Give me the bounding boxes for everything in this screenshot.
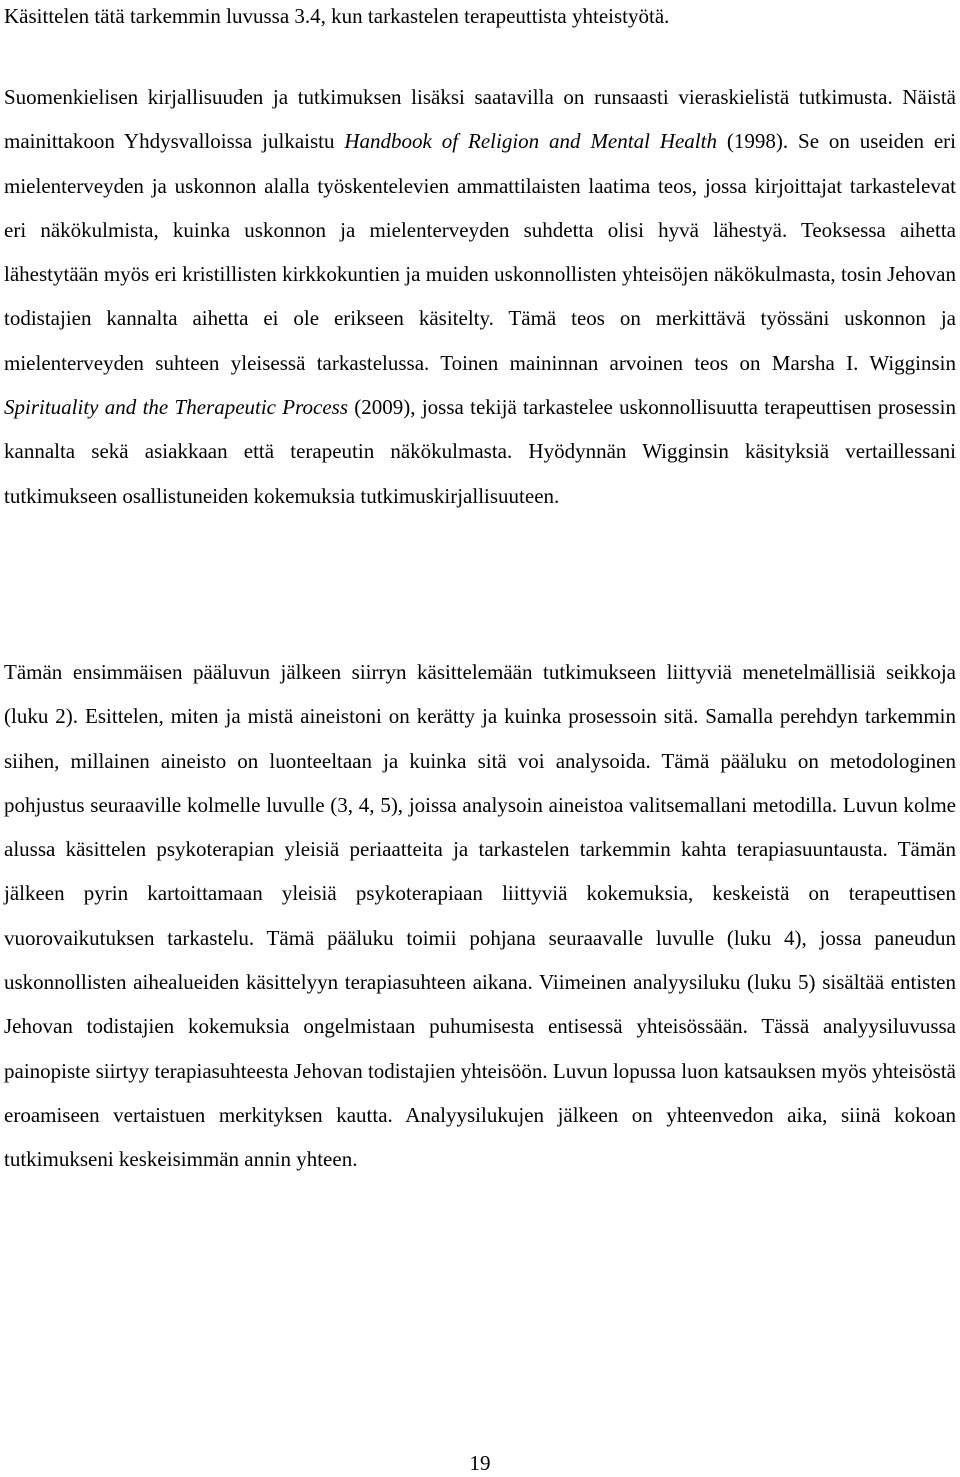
paragraph-2-text-start: Suomenkielisen kirjallisuuden ja tutkimuksen lisäksi saatavilla on runsaasti vieraskielistä tutkimusta. Näistä mainittakoon Yhdysvalloissa julkaistu	[4, 85, 956, 154]
book-title-spirituality: Spirituality and the Therapeutic Process	[4, 395, 349, 420]
paragraph-2-text-end: (2009), jossa tekijä tarkastelee uskonnollisuutta terapeuttisen prosessin kannalta sekä asiakkaan että terapeutin näkökulmasta. Hyödynnän Wigginsin käsityksiä vertaillessani tutkimukseen osallistuneiden kokemuksia tutkimuskirjallisuuteen.	[4, 395, 956, 508]
paragraph-3	[4, 650, 956, 1182]
paragraph-2-text-middle: (1998). Se on useiden eri mielenterveyden ja uskonnon alalla työskentelevien ammattilaisten laatima teos, jossa kirjoittajat tarkastelevat eri näkökulmista, kuinka uskonnon ja mielenterveyden suhdetta olisi hyvä lähestyä. Teoksessa aihetta lähestytään myös eri kristillisten kirkkokuntien ja muiden uskonnollisten yhteisöjen näkökulmasta, tosin Jehovan todistajien kannalta aihetta ei ole erikseen käsitelty. Tämä teos on merkittävä työssäni uskonnon ja mielenterveyden suhteen yleisessä tarkastelussa. Toinen maininnan arvoinen teos on Marsha I. Wigginsin	[4, 129, 956, 375]
paragraph-2	[4, 75, 956, 518]
paragraph-1	[4, 0, 956, 38]
book-title-handbook: Handbook of Religion and Mental Health	[344, 129, 717, 154]
paragraph-3-text: Tämän ensimmäisen pääluvun jälkeen siirryn käsittelemään tutkimukseen liittyviä menetelmällisiä seikkoja (luku 2). Esittelen, miten ja mistä aineistoni on kerätty ja kuinka prosessoin sitä. Samalla perehdyn tarkemmin siihen, millainen aineisto on luonteeltaan ja kuinka sitä voi analysoida. Tämä pääluku on metodologinen pohjustus seuraaville kolmelle luvulle (3, 4, 5), joissa analysoin aineistoa valitsemallani metodilla. Luvun kolme alussa käsittelen psykoterapian yleisiä periaatteita ja tarkastelen tarkemmin kahta terapiasuuntausta. Tämän jälkeen pyrin kartoittamaan yleisiä psykoterapiaan liittyviä kokemuksia, keskeistä on terapeuttisen vuorovaikutuksen tarkastelu. Tämä pääluku toimii pohjana seuraavalle luvulle (luku 4), jossa paneudun uskonnollisten aihealueiden käsittelyyn terapiasuhteen aikana. Viimeinen analyysiluku (luku 5) sisältää entisten Jehovan todistajien kokemuksia ongelmistaan puhumisesta entisessä yhteisössään. Tässä analyysiluvussa painopiste siirtyy terapiasuhteesta Jehovan todistajien yhteisöön. Luvun lopussa luon katsauksen myös yhteisöstä eroamiseen vertaistuen merkityksen kautta. Analyysilukujen jälkeen on yhteenvedon aika, siinä kokoan tutkimukseni keskeisimmän annin yhteen.	[4, 660, 956, 1172]
page-number: 19	[469, 1451, 491, 1475]
paragraph-1-text: Käsittelen tätä tarkemmin luvussa 3.4, kun tarkastelen terapeuttista yhteistyötä.	[4, 4, 670, 28]
